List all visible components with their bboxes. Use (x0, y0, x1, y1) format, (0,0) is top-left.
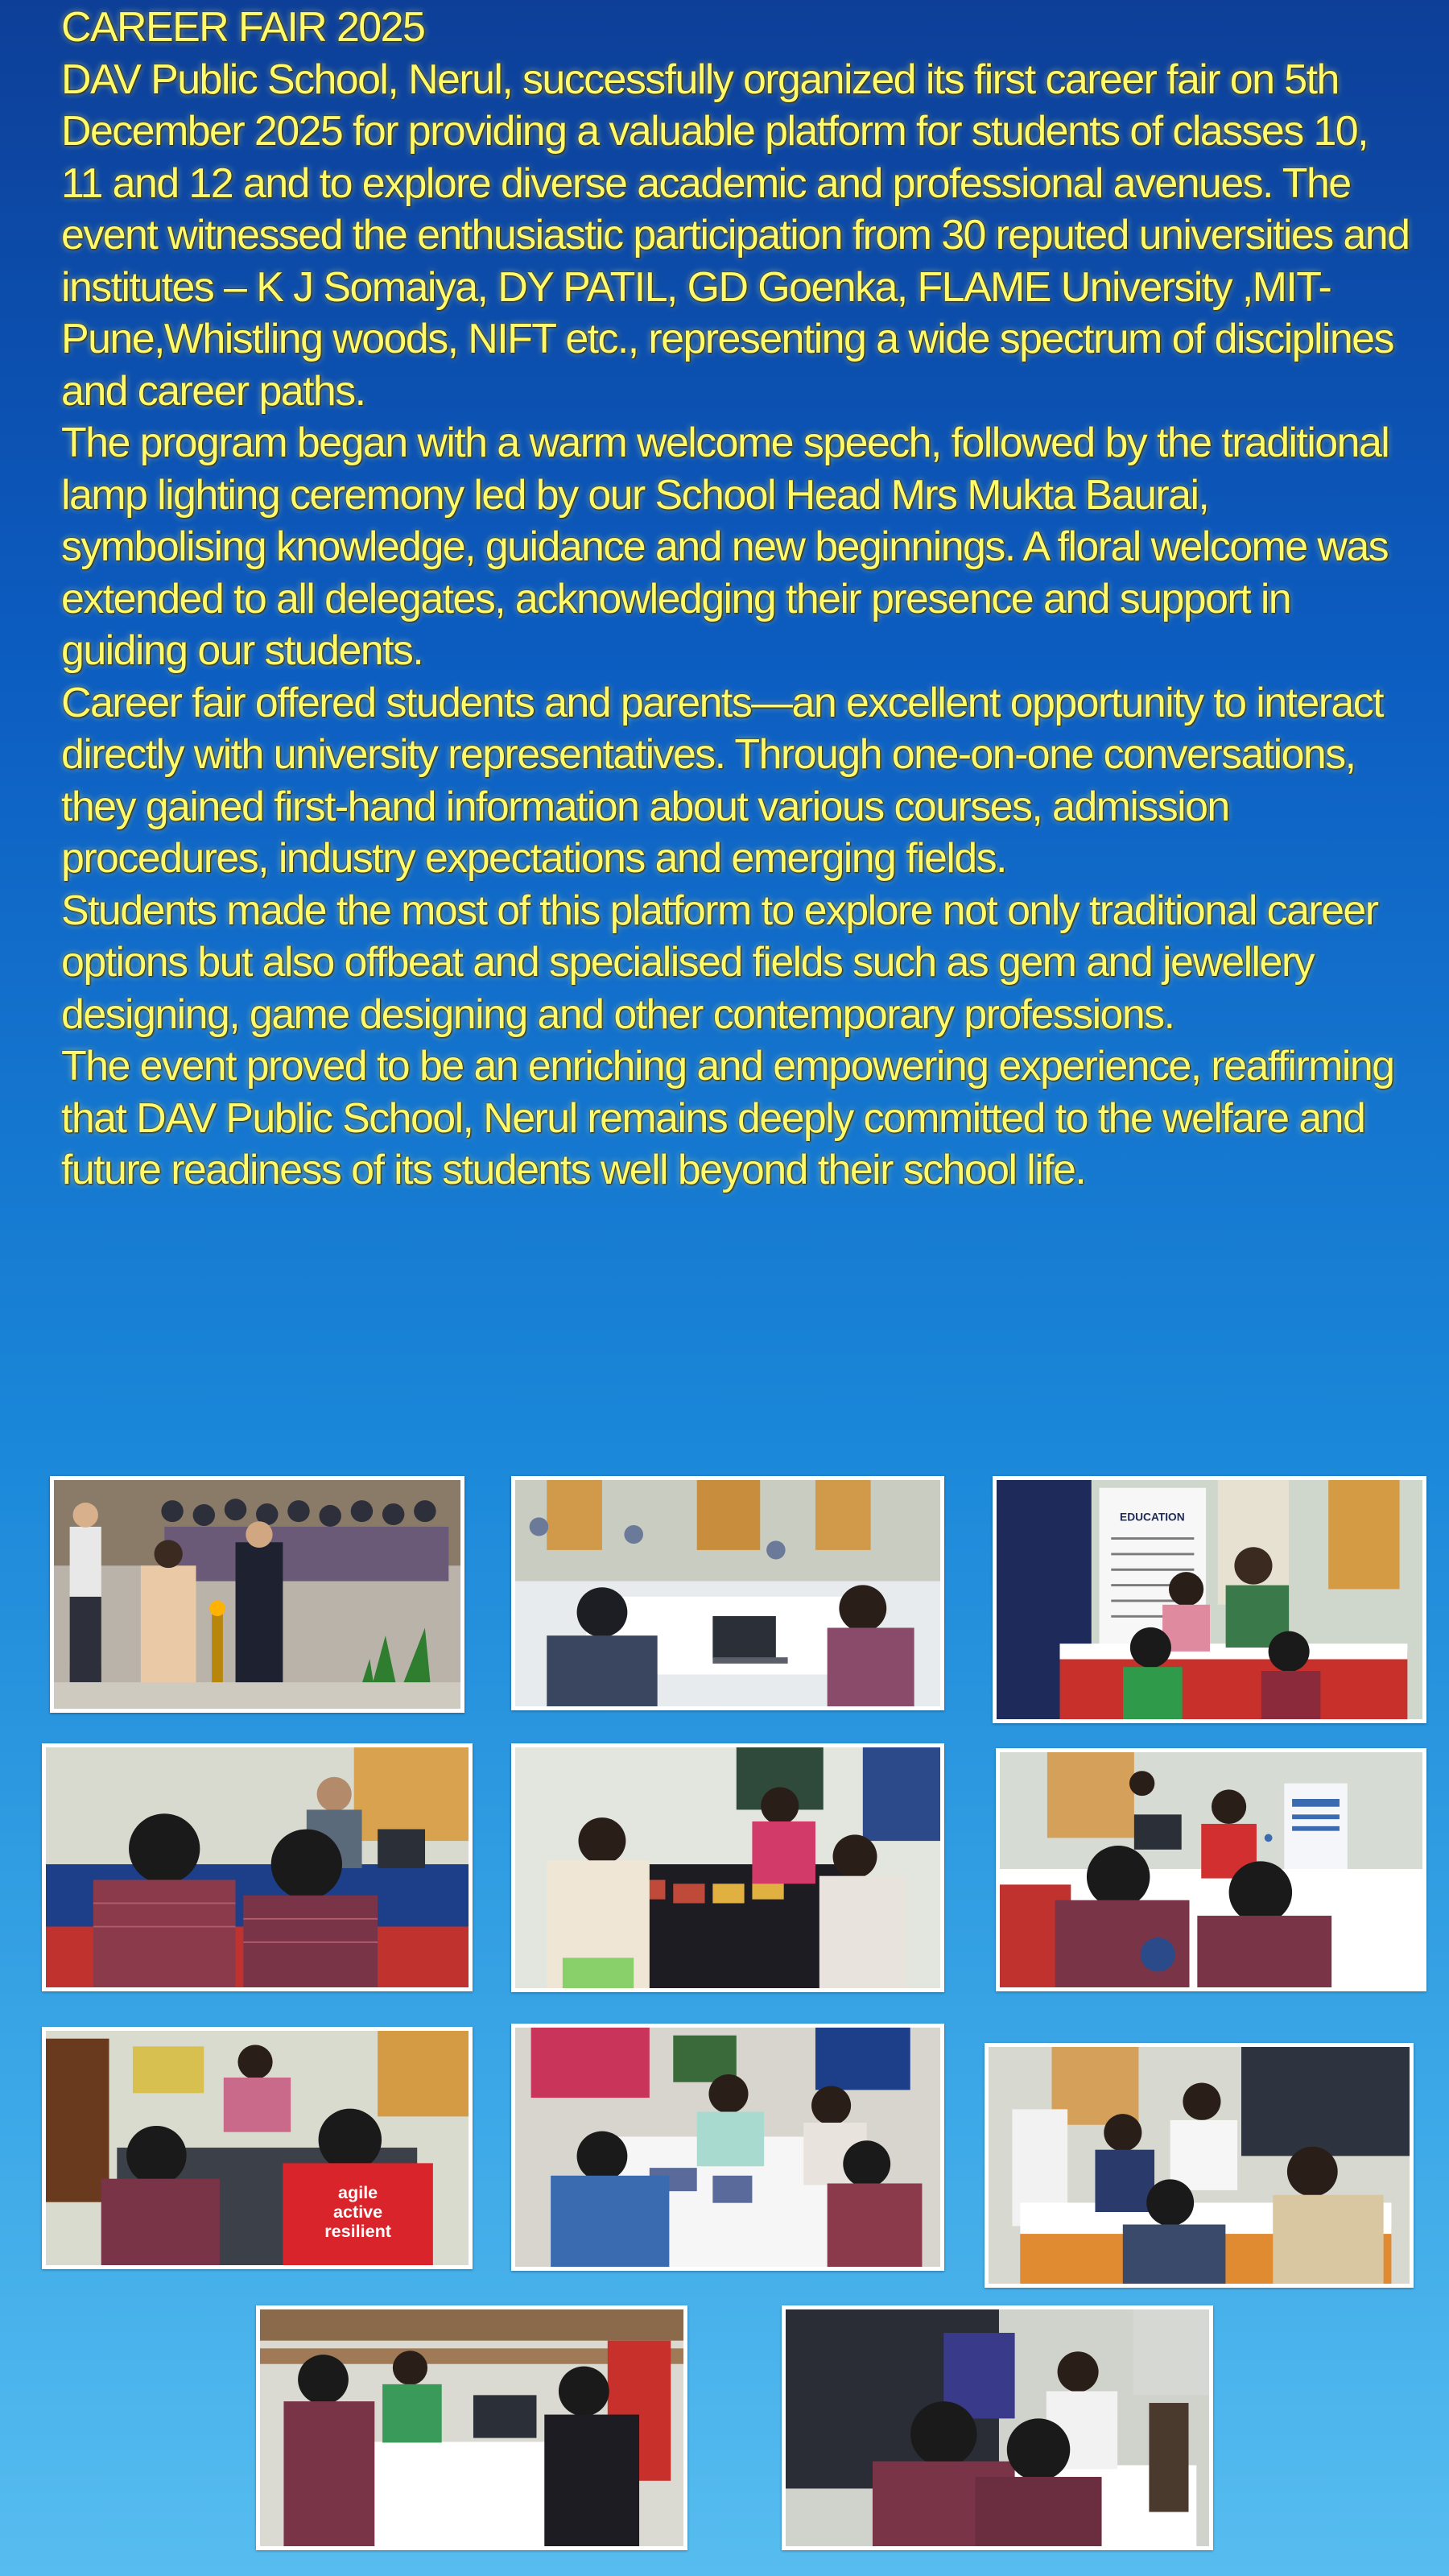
photo-gem-jewellery-stall (993, 1476, 1426, 1723)
tshirt-text-line1: agile (338, 2182, 378, 2202)
paragraph-conclusion: The event proved to be an enriching and empowering experience, reaffirming that DAV Public School, Nerul remains deeply committed to the welfare and future readiness of its students well beyond their school life. (61, 1043, 1394, 1193)
tshirt-text-line3: resilient (324, 2222, 391, 2242)
photo-stall-laptop (511, 1476, 944, 1710)
paragraph-intro: DAV Public School, Nerul, successfully organized its first career fair on 5th December 2025 for providing a valuable platform for students of classes 10, 11 and 12 and to explore diverse academic and professional avenues. The event witnessed the enthusiastic participation from 30 reputed universities and institutes – K J Somaiya, DY PATIL, GD Goenka, FLAME University ,MIT-Pune,Whistling woods, NIFT etc., representing a wide spectrum of disciplines and career paths. (61, 56, 1410, 415)
photo-dark-booth (782, 2305, 1213, 2550)
photo-discussion-stall (985, 2043, 1414, 2288)
paragraph-interaction: Career fair offered students and parents—an excellent opportunity to interact directly with university representatives. Through one-on-one conversations, they gained first-hand information about various courses, admission procedures, industry expectations and emerging fields. (61, 679, 1383, 882)
paragraph-offbeat-fields: Students made the most of this platform to explore not only traditional career options but also offbeat and specialised fields such as gem and jewellery designing, game designing and other contemporary professions. (61, 887, 1378, 1038)
photo-laptop-interaction (256, 2305, 687, 2550)
photo-lamp-lighting (50, 1476, 464, 1713)
photo-counselling-session (511, 2024, 944, 2271)
photo-brochures-table (511, 1743, 944, 1992)
article-text (61, 2, 1414, 1197)
photo-university-desk (996, 1748, 1426, 1991)
article-title: CAREER FAIR 2025 (61, 4, 425, 51)
photo-students-at-desk (42, 1743, 473, 1991)
paragraph-program: The program began with a warm welcome speech, followed by the traditional lamp lighting ceremony led by our School Head Mrs Mukta Baurai, symbolising knowledge, guidance and new beginnings. A floral welcome was extended to all delegates, acknowledging their presence and support in guiding our students. (61, 420, 1389, 674)
tshirt-text-line2: active (333, 2202, 383, 2222)
stall-banner-heading: EDUCATION (1120, 1511, 1185, 1524)
photo-student-red-tshirt (42, 2027, 473, 2269)
